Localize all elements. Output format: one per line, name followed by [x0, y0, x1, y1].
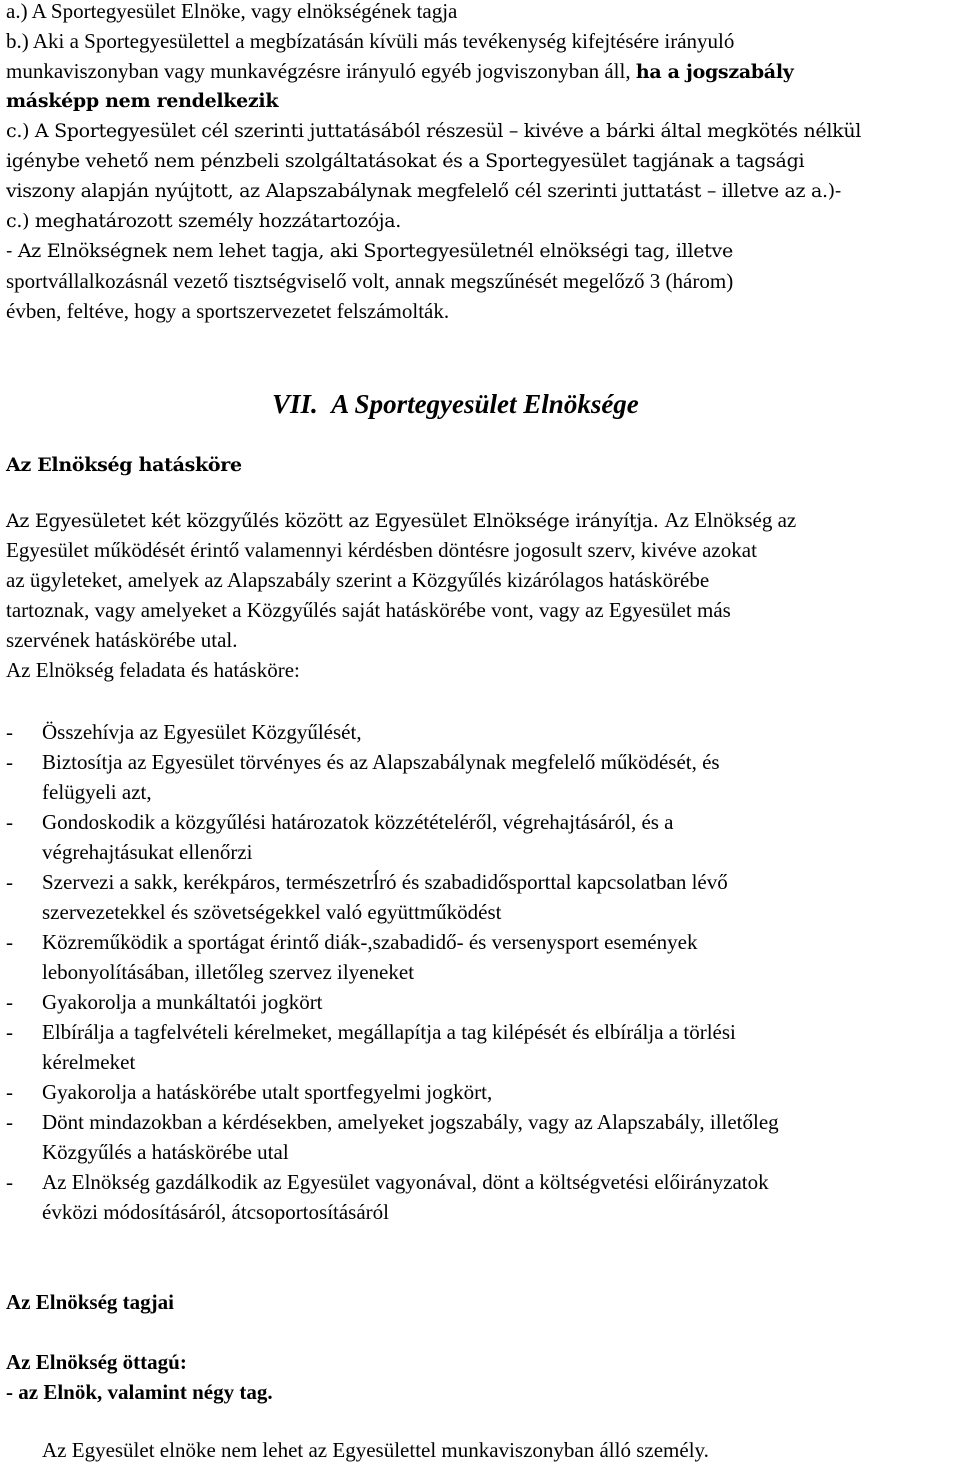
list-dash: -	[6, 750, 13, 774]
intro-line-d3: évben, feltéve, hogy a sportszervezetet felszámolták.	[6, 299, 450, 323]
chapter-number: VII.	[272, 389, 318, 419]
list-item: Gondoskodik a közgyűlési határozatok közzétételéről, végrehajtásáról, és a	[42, 810, 674, 834]
list-item: Gyakorolja a munkáltatói jogkört	[42, 990, 323, 1014]
list-item-continued: lebonyolításában, illetőleg szervez ilyeneket	[42, 960, 415, 984]
intro-line-b3: másképp nem rendelkezik	[6, 90, 279, 112]
hataskor-p1-line1-b: Az Elnökség az	[664, 508, 797, 532]
list-dash: -	[6, 930, 13, 954]
list-item: Az Elnökség gazdálkodik az Egyesület vagyonával, dönt a költségvetési előirányzatok	[42, 1170, 769, 1194]
list-item: Gyakorolja a hatáskörébe utalt sportfegyelmi jogkört,	[42, 1080, 493, 1104]
list-item: Dönt mindazokban a kérdésekben, amelyeket jogszabály, vagy az Alapszabály, illetőleg	[42, 1110, 779, 1134]
intro-line-b2-normal: munkaviszonyban vagy munkavégzésre irányuló egyéb jogviszonyban áll,	[6, 59, 636, 83]
hataskor-p1-line3: az ügyleteket, amelyek az Alapszabály szerint a Közgyűlés kizárólagos hatáskörébe	[6, 568, 710, 592]
composition-item: - az Elnök, valamint négy tag.	[6, 1380, 273, 1404]
list-dash: -	[6, 1110, 13, 1134]
intro-line-d2: sportvállalkozásnál vezető tisztségviselő volt, annak megszűnését megelőző 3 (három)	[6, 269, 734, 293]
hataskor-p1-line5: szervének hatáskörébe utal.	[6, 628, 238, 652]
list-item: Összehívja az Egyesület Közgyűlését,	[42, 720, 362, 744]
list-item-continued: felügyeli azt,	[42, 780, 152, 804]
intro-line-c2: igénybe vehető nem pénzbeli szolgáltatásokat és a Sportegyesület tagjának a tagsági	[6, 150, 805, 172]
closing-sentence: Az Egyesület elnöke nem lehet az Egyesülettel munkaviszonyban álló személy.	[42, 1438, 709, 1462]
list-item: Közreműködik a sportágat érintő diák-,szabadidő- és versenysport események	[42, 930, 698, 954]
hataskor-p1-line2: Egyesület működését érintő valamennyi kérdésben döntésre jogosult szerv, kivéve azokat	[6, 538, 757, 562]
intro-line-c1: c.) A Sportegyesület cél szerinti juttatásából részesül – kivéve a bárki által megkötés nélkül	[6, 120, 862, 142]
intro-line-b1: b.) Aki a Sportegyesülettel a megbízatásán kívüli más tevékenység kifejtésére irányuló	[6, 29, 735, 53]
intro-line-d1: - Az Elnökségnek nem lehet tagja, aki Sportegyesületnél elnökségi tag, illetve	[6, 240, 733, 262]
list-dash: -	[6, 870, 13, 894]
list-item-continued: végrehajtásukat ellenőrzi	[42, 840, 253, 864]
list-dash: -	[6, 720, 13, 744]
intro-line-b2-bold: ha a jogszabály	[635, 61, 794, 83]
hataskor-p1-line1	[6, 505, 796, 536]
chapter-heading	[272, 388, 639, 420]
list-item-continued: Közgyűlés a hatáskörébe utal	[42, 1140, 289, 1164]
composition-label: Az Elnökség öttagú:	[6, 1350, 187, 1374]
list-item-continued: évközi módosításáról, átcsoportosításáról	[42, 1200, 390, 1224]
section-heading-hataskor: Az Elnökség hatásköre	[6, 454, 242, 476]
list-dash: -	[6, 1080, 13, 1104]
list-dash: -	[6, 810, 13, 834]
intro-line-c3: viszony alapján nyújtott, az Alapszabálynak megfelelő cél szerinti juttatást – illetve az a.)-	[6, 180, 841, 202]
intro-line-c4: c.) meghatározott személy hozzátartozója.	[6, 210, 402, 232]
list-dash: -	[6, 990, 13, 1014]
hataskor-p1-line4: tartoznak, vagy amelyeket a Közgyűlés saját hatáskörébe vont, vagy az Egyesület más	[6, 598, 731, 622]
list-item-continued: kérelmeket	[42, 1050, 136, 1074]
intro-line-a: a.) A Sportegyesület Elnöke, vagy elnökségének tagja	[6, 0, 458, 23]
list-dash: -	[6, 1020, 13, 1044]
list-item: Biztosítja az Egyesület törvényes és az Alapszabálynak megfelelő működését, és	[42, 750, 720, 774]
list-item-continued: szervezetekkel és szövetségekkel való együttműködést	[42, 900, 502, 924]
list-item: Elbírálja a tagfelvételi kérelmeket, megállapítja a tag kilépését és elbírálja a törlési	[42, 1020, 736, 1044]
hataskor-p1-line1-a: Az Egyesületet két közgyűlés között az Egyesület Elnöksége irányítja.	[6, 510, 665, 532]
chapter-title: A Sportegyesület Elnöksége	[331, 389, 639, 419]
list-item: Szervezi a sakk, kerékpáros, természetrĺró és szabadidősporttal kapcsolatban lévő	[42, 870, 728, 894]
hataskor-list-intro: Az Elnökség feladata és hatásköre:	[6, 658, 300, 682]
section-heading-tagjai: Az Elnökség tagjai	[6, 1290, 174, 1314]
list-dash: -	[6, 1170, 13, 1194]
intro-line-b2	[6, 56, 793, 87]
